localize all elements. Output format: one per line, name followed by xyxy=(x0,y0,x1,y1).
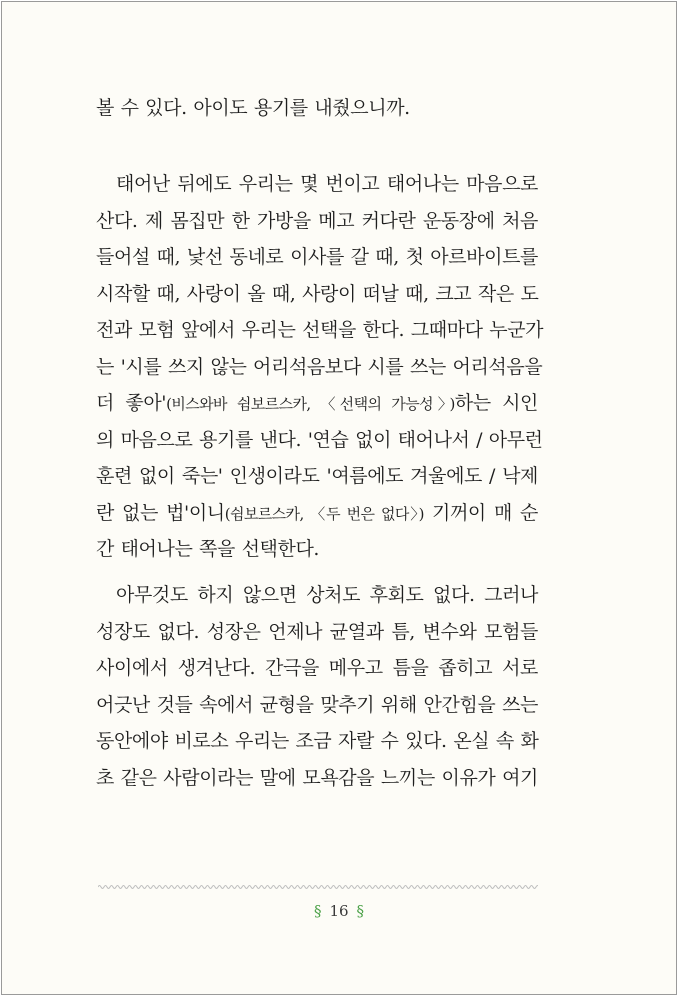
paragraph-2 xyxy=(96,577,538,796)
text-line: 들어설 때, 낯선 동네로 이사를 갈 때, 첫 아르바이트를 xyxy=(96,246,538,268)
citation: (비스와바 쉼보르스카, 〈선택의 가능성〉) xyxy=(166,395,455,413)
text-line: 동안에야 비로소 우리는 조금 자랄 수 있다. 온실 속 화 xyxy=(96,730,539,752)
citation: (쉼보르스카, 〈두 번은 없다〉) xyxy=(224,504,424,523)
text-line: 아무것도 하지 않으면 상처도 후회도 없다. 그러나 xyxy=(116,584,538,606)
ornament-left-icon: § xyxy=(313,902,322,920)
text-segment: 기꺼이 매 순 xyxy=(423,501,538,524)
top-paragraph xyxy=(96,90,538,127)
text-line: 전과 모험 앞에서 우리는 선택을 한다. 그때마다 누군가 xyxy=(96,319,544,341)
text-line: 산다. 제 몸집만 한 가방을 메고 커다란 운동장에 처음 xyxy=(96,209,538,232)
text-line: 사이에서 생겨난다. 간극을 메우고 틈을 좁히고 서로 xyxy=(96,657,538,679)
text-line: 성장도 없다. 성장은 언제나 균열과 틈, 변수와 모험들 xyxy=(96,620,538,643)
text-line xyxy=(96,385,538,422)
text-line: 간 태어나는 쪽을 선택한다. xyxy=(96,538,320,560)
book-page xyxy=(1,1,677,995)
text-line: 어긋난 것들 속에서 균형을 맞추기 위해 안간힘을 쓰는 xyxy=(96,693,538,716)
ornament-right-icon: § xyxy=(356,902,365,920)
wavy-divider xyxy=(98,882,538,892)
text-line: 초 같은 사람이라는 말에 모욕감을 느끼는 이유가 여기 xyxy=(96,766,538,789)
page-footer xyxy=(2,901,676,920)
text-line: 훈련 없이 죽는' 인생이라도 '여름에도 겨울에도 / 낙제 xyxy=(96,465,538,487)
text-segment: 더 좋아' xyxy=(96,392,167,414)
text-line: 의 마음으로 용기를 낸다. '연습 없이 태어나서 / 아무런 xyxy=(96,428,543,451)
text-line xyxy=(96,495,538,532)
text-segment: 란 없는 법'이니 xyxy=(96,501,225,524)
paragraph-1 xyxy=(96,166,544,568)
text-line: 는 '시를 쓰지 않는 어리석음보다 시를 쓰는 어리석음을 xyxy=(96,355,543,378)
text-segment: 하는 시인 xyxy=(454,392,538,414)
page-number: 16 xyxy=(329,902,349,920)
text-line: 볼 수 있다. 아이도 용기를 내줬으니까. xyxy=(96,97,410,119)
text-line: 태어난 뒤에도 우리는 몇 번이고 태어나는 마음으로 xyxy=(116,173,538,195)
text-line: 시작할 때, 사랑이 올 때, 사랑이 떠날 때, 크고 작은 도 xyxy=(96,282,539,305)
